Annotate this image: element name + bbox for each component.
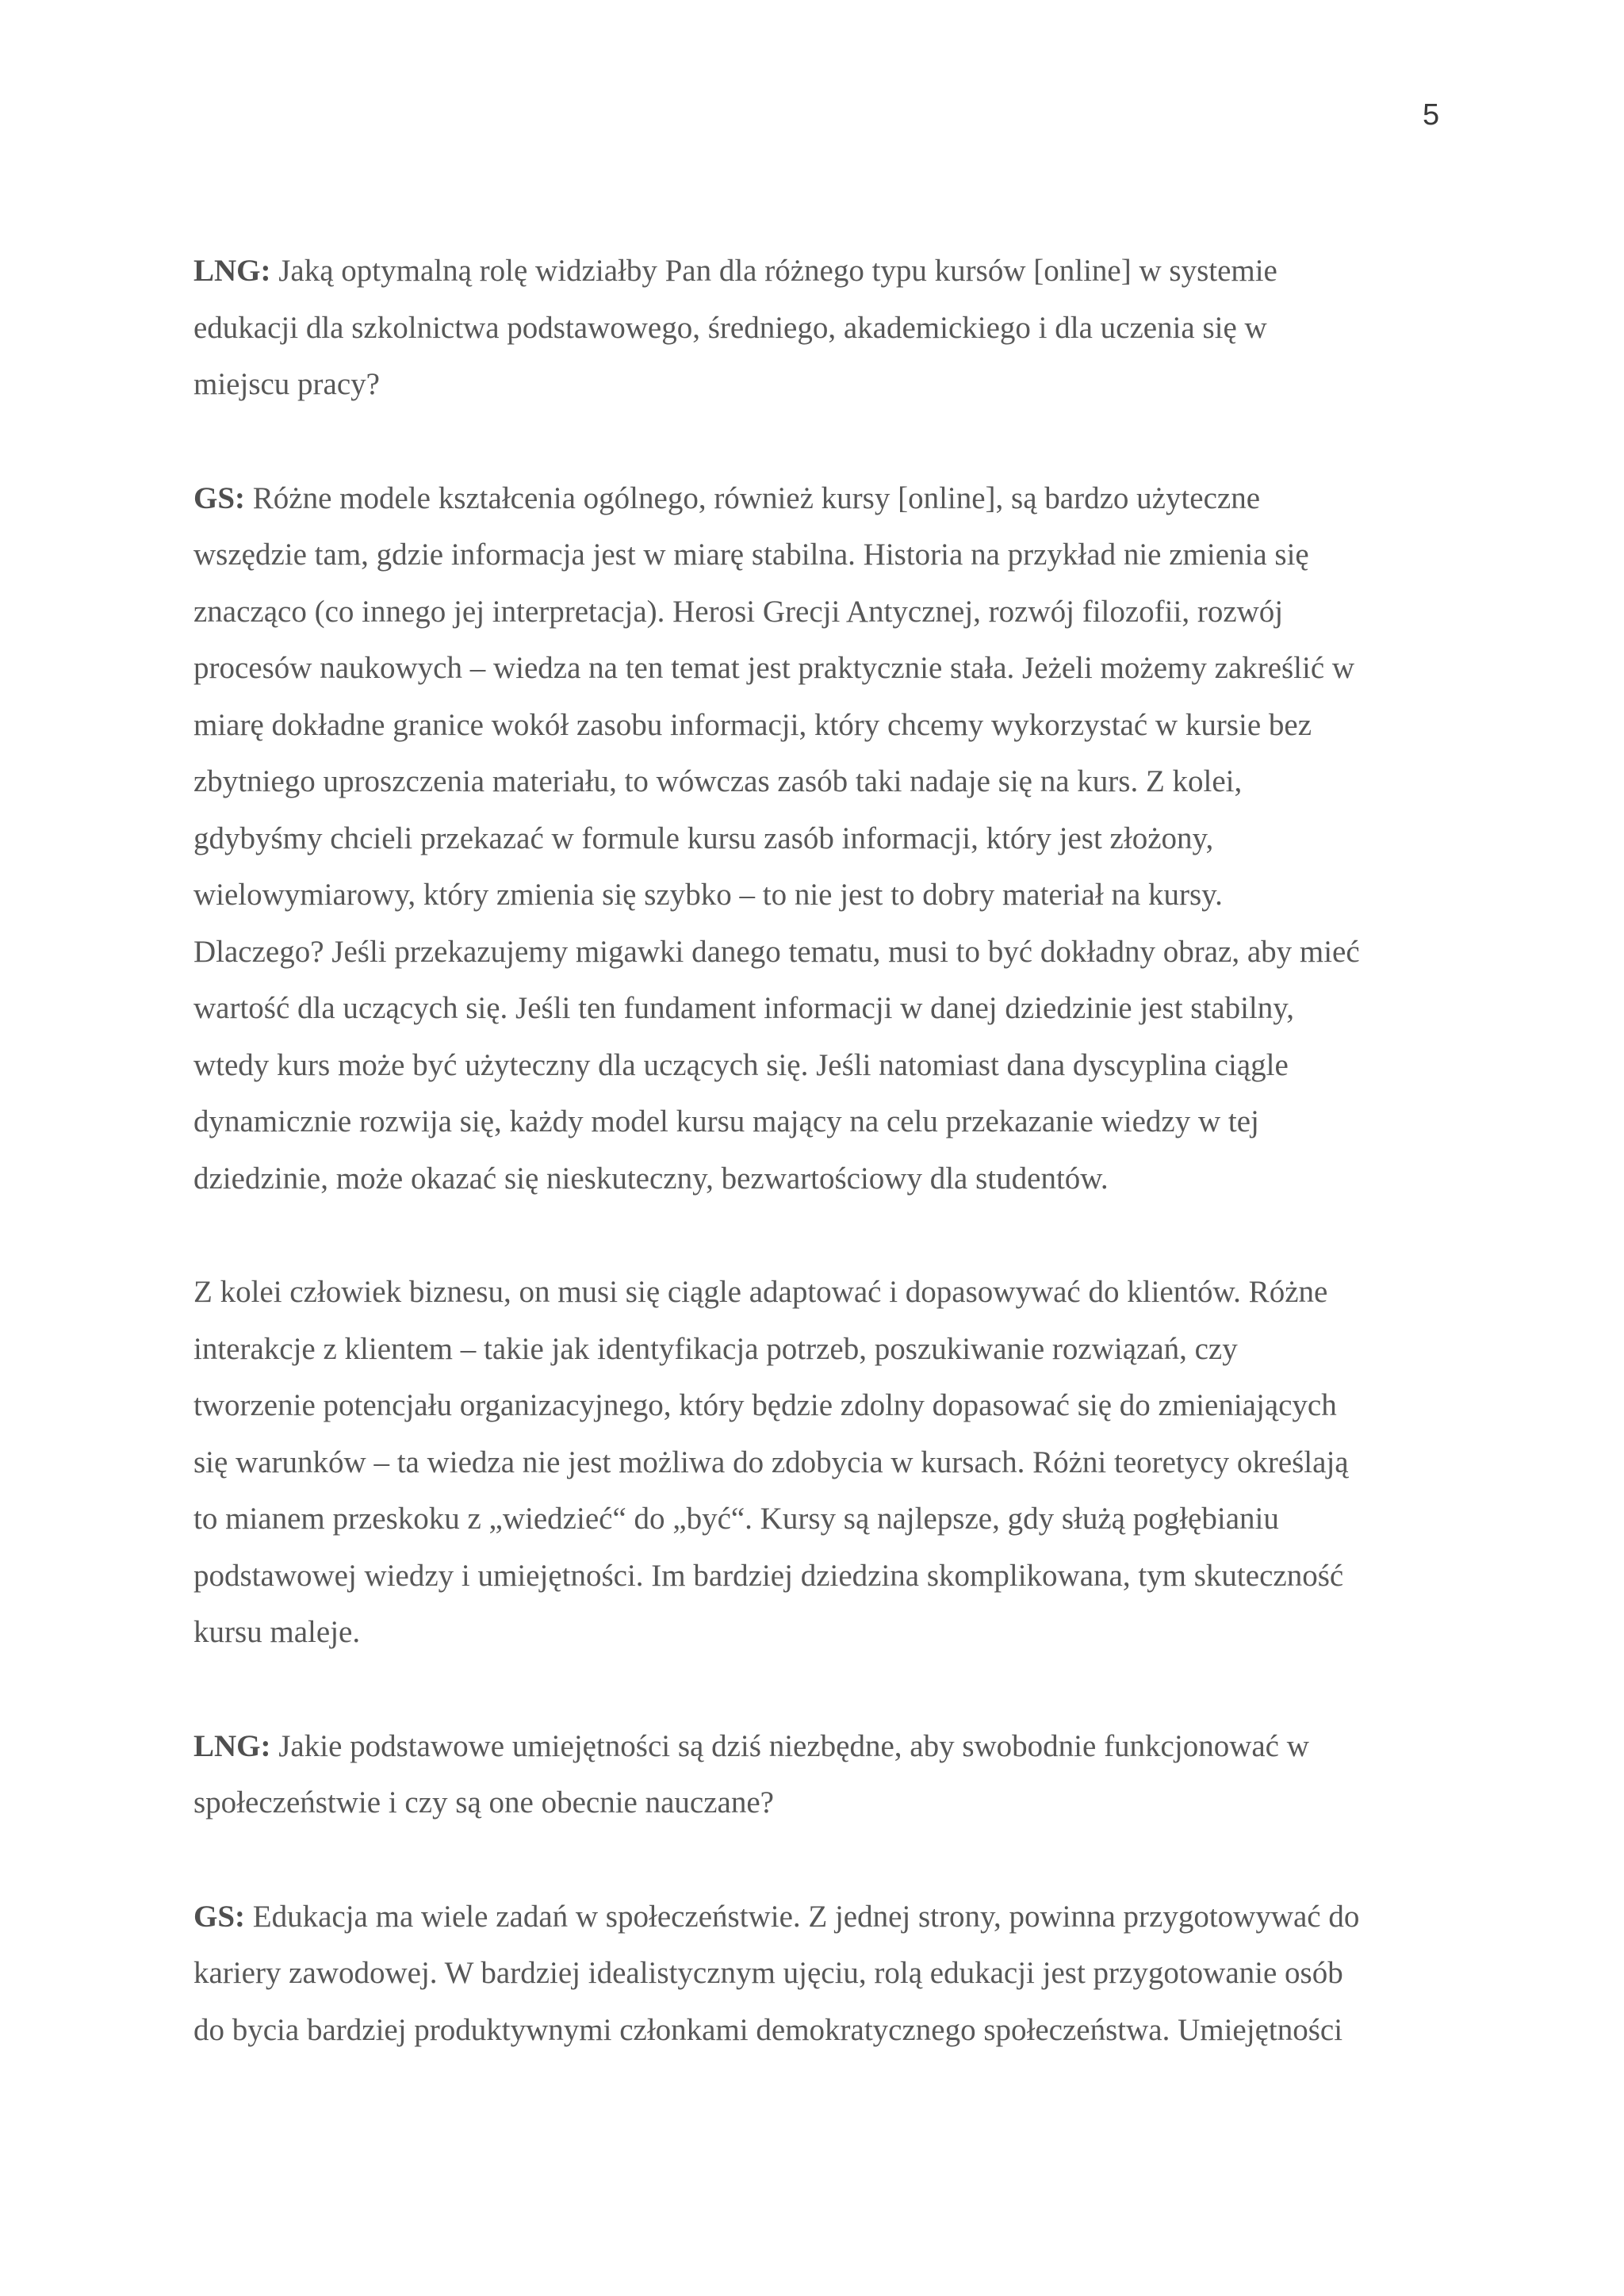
text-line: społeczeństwie i czy są one obecnie nauczane? [193,1785,774,1820]
text-line: interakcje z klientem – takie jak identyfikacja potrzeb, poszukiwanie rozwiązań, czy [193,1331,1238,1366]
text-line: GS: Różne modele kształcenia ogólnego, również kursy [online], są bardzo użyteczne [193,480,1261,515]
text-line: znacząco (co innego jej interpretacja). Herosi Grecji Antycznej, rozwój filozofii, rozwój [193,594,1284,629]
text-line: wszędzie tam, gdzie informacja jest w miarę stabilna. Historia na przykład nie zmienia się [193,538,1309,572]
text-line: LNG: Jakie podstawowe umiejętności są dziś niezbędne, aby swobodnie funkcjonować w [193,1728,1309,1763]
text-line: do bycia bardziej produktywnymi członkami demokratycznego społeczeństwa. Umiejętności [193,2012,1343,2047]
speaker-label: GS: [193,480,246,515]
paragraph-5 [193,1888,1442,2059]
text-line: miejscu pracy? [193,367,380,401]
text-line: to mianem przeskoku z „wiedzieć“ do „być“. Kursy są najlepsze, gdy służą pogłębianiu [193,1502,1279,1536]
text-line: edukacji dla szkolnictwa podstawowego, średniego, akademickiego i dla uczenia się w [193,310,1267,345]
speaker-label: LNG: [193,1728,271,1763]
text-line: wielowymiarowy, który zmienia się szybko – to nie jest to dobry materiał na kursy. [193,878,1223,912]
text-line: kariery zawodowej. W bardziej idealistycznym ujęciu, rolą edukacji jest przygotowanie osób [193,1956,1343,1990]
document-body [193,243,1442,2058]
text-line: miarę dokładne granice wokół zasobu informacji, który chcemy wykorzystać w kursie bez [193,707,1312,742]
paragraph-1 [193,243,1442,413]
text-line: zbytniego uproszczenia materiału, to wówczas zasób taki nadaje się na kurs. Z kolei, [193,764,1243,798]
speaker-label: GS: [193,1899,246,1934]
text-line: Dlaczego? Jeśli przekazujemy migawki danego tematu, musi to być dokładny obraz, aby mieć [193,934,1360,969]
text-line: kursu maleje. [193,1615,361,1649]
text-line: się warunków – ta wiedza nie jest możliwa do zdobycia w kursach. Różni teoretycy określają [193,1445,1349,1479]
text-line: tworzenie potencjału organizacyjnego, który będzie zdolny dopasować się do zmieniających [193,1388,1337,1422]
text-line: podstawowej wiedzy i umiejętności. Im bardziej dziedzina skomplikowana, tym skuteczność [193,1558,1344,1593]
text-line: wtedy kurs może być użyteczny dla uczących się. Jeśli natomiast dana dyscyplina ciągle [193,1047,1289,1082]
paragraph-3 [193,1264,1442,1661]
text-line: dynamicznie rozwija się, każdy model kursu mający na celu przekazanie wiedzy w tej [193,1104,1259,1138]
speaker-label: LNG: [193,254,271,288]
text-line: GS: Edukacja ma wiele zadań w społeczeństwie. Z jednej strony, powinna przygotowywać do [193,1899,1360,1934]
text-line: Z kolei człowiek biznesu, on musi się ciągle adaptować i dopasowywać do klientów. Różne [193,1275,1328,1309]
page-number: 5 [1423,98,1440,132]
text-line: procesów naukowych – wiedza na ten temat jest praktycznie stała. Jeżeli możemy zakreślić w [193,651,1355,685]
text-line: gdybyśmy chcieli przekazać w formule kursu zasób informacji, który jest złożony, [193,821,1214,855]
paragraph-2 [193,470,1442,1207]
paragraph-4 [193,1718,1442,1831]
text-line: dziedzinie, może okazać się nieskuteczny, bezwartościowy dla studentów. [193,1161,1109,1196]
text-line: wartość dla uczących się. Jeśli ten fundament informacji w danej dziedzinie jest stabilny, [193,991,1294,1025]
text-line: LNG: Jaką optymalną rolę widziałby Pan dla różnego typu kursów [online] w systemie [193,254,1277,288]
